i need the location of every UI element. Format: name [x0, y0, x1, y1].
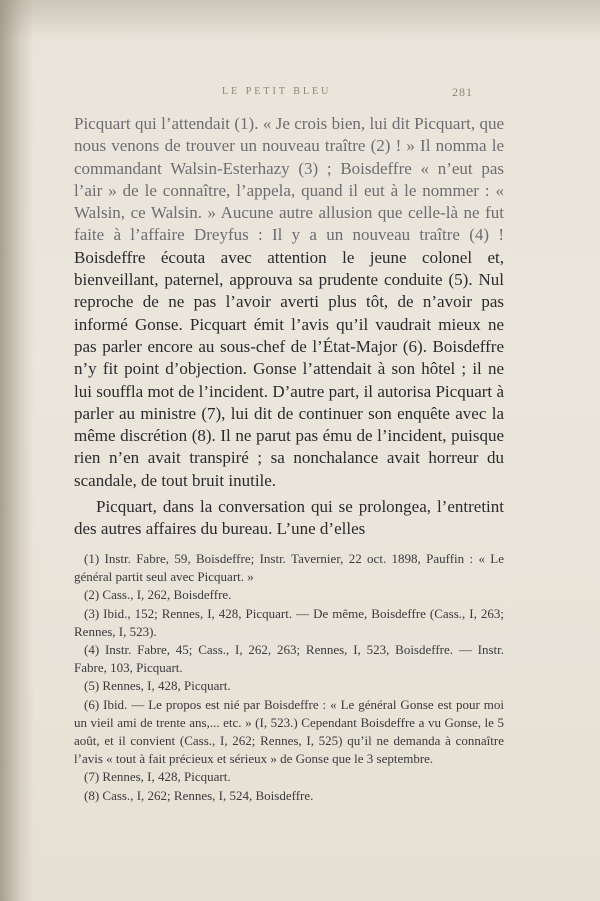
page-number: 281 — [452, 85, 473, 99]
paragraph-1-text: Boisdeffre écouta avec attention le jeune colonel et, bienveillant, paternel, approuva sa prudente conduite (5). Nul reproche de ne pas l’avoir averti plus tôt, de n’avoir pas informé Gonse. Picquart émit l’avis qu’il vaudrait mieux ne pas parler encore au sous-chef de l’État-Major (6). Boisdeffre n’y fit point d’objection. Gonse l’attendait à son hôtel ; il ne lui souffla mot de l’incident. D’autre part, il autorisa Picquart à parler au ministre (7), lui dit de continuer son enquête avec la même discrétion (8). Il ne parut pas ému de l’incident, puisque rien n’en avait transpiré ; sa nonchalance avait horreur du scandale, de tout bruit inutile. — [74, 247, 504, 490]
footnote-4: (4) Instr. Fabre, 45; Cass., I, 262, 263; Rennes, I, 523, Boisdeffre. — Instr. Fabre, 103, Picquart. — [74, 642, 504, 676]
footnote-2: (2) Cass., I, 262, Boisdeffre. — [84, 587, 232, 603]
top-shadow — [0, 0, 600, 40]
body-text — [74, 113, 504, 541]
footnote-8: (8) Cass., I, 262; Rennes, I, 524, Boisdeffre. — [84, 787, 314, 803]
footnote-1: (1) Instr. Fabre, 59, Boisdeffre; Instr. Tavernier, 22 oct. 1898, Pauffin : « Le général partit seul avec Picquart. » — [74, 551, 504, 585]
footnote-3: (3) Ibid., 152; Rennes, I, 428, Picquart. — De même, Boisdeffre (Cass., I, 263; Rennes, I, 523). — [74, 605, 504, 639]
footnote-5: (5) Rennes, I, 428, Picquart. — [84, 678, 231, 694]
paragraph-2: Picquart, dans la conversation qui se prolongea, l’entretint des autres affaires du bureau. L’une d’elles — [74, 497, 504, 539]
footnote-7: (7) Rennes, I, 428, Picquart. — [84, 769, 231, 785]
running-head-title: LE PETIT BLEU — [222, 86, 332, 97]
footnotes — [74, 550, 504, 805]
spine-shadow — [0, 0, 34, 901]
paragraph-1-faded-text: Picquart qui l’attendait (1). « Je crois bien, lui dit Picquart, que nous venons de trouver un nouveau traître (2) ! » Il nomma le commandant Walsin-Esterhazy (3) ; Boisdeffre « n’eut pas l’air » de le connaître, l’appela, quand il eut à le nommer : « Walsin, ce Walsin. » Aucune autre allusion que celle-là ne fut faite à l’affaire Dreyfus : Il y a un nouveau traître (4) ! — [74, 114, 504, 245]
paragraph-1 — [74, 113, 504, 492]
running-head — [0, 86, 600, 102]
footnote-6: (6) Ibid. — Le propos est nié par Boisdeffre : « Le général Gonse est pour moi un vieil ami de trente ans,... etc. » (I, 523.) Cependant Boisdeffre a vu Gonse, le 5 août, et il convient (Cass., I, 262; Rennes, I, 525) qu’il ne demanda à connaître l’avis « tout à fait précieux et sérieux » de Gonse que le 3 septembre. — [74, 696, 504, 767]
